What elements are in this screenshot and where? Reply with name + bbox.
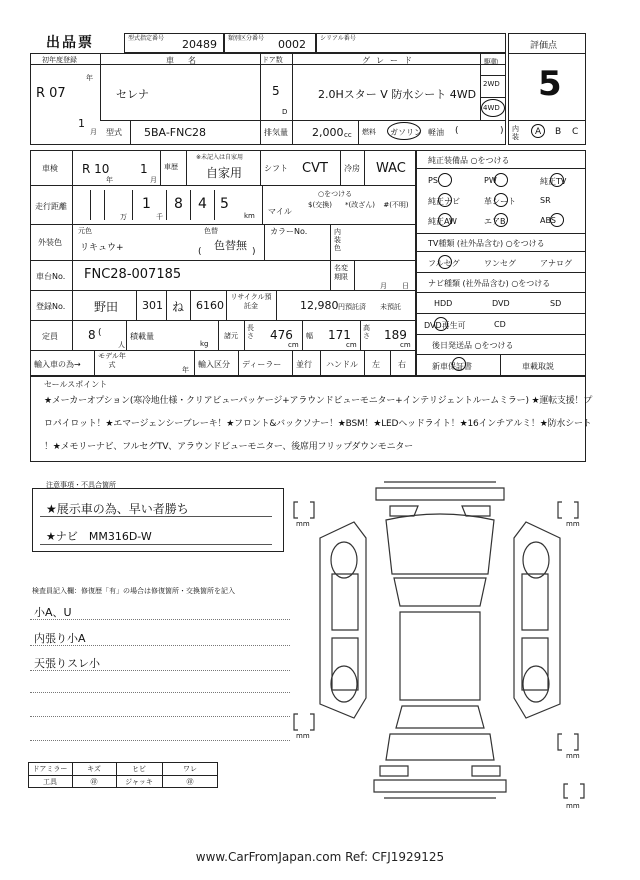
score-label: 評価点: [530, 41, 558, 51]
car-damage-diagram: [290, 478, 590, 808]
option-item: SD: [550, 299, 562, 308]
interior-option-a: A: [535, 127, 542, 137]
history-value: 自家用: [206, 166, 243, 180]
color-change-value: 色替無: [214, 239, 247, 252]
sheet-title: 出品票: [46, 35, 94, 51]
inspector-label: 検査員記入欄：修復歴「有」の場合は修復箇所・交換箇所を記入: [32, 587, 235, 595]
grade-label: グレード: [362, 56, 418, 65]
inspection-block: [30, 150, 416, 376]
mm-label-front-left: mm: [296, 520, 310, 528]
handle-left: 左: [372, 360, 380, 369]
mm-label-rear-right: mm: [566, 752, 580, 760]
shaken-month-unit: 月: [150, 176, 157, 184]
orig-color-value: リキュウ+: [80, 243, 124, 253]
load-label: 積載量: [130, 332, 154, 341]
length-unit: cm: [288, 341, 299, 349]
frame-label: 車台No.: [36, 272, 66, 281]
equipment-item: 革シート: [484, 197, 516, 206]
bottom-right-bracket: [560, 782, 590, 802]
legend-scratch: キズ: [87, 765, 101, 773]
handle-label: ハンドル: [326, 360, 358, 369]
option-item: CD: [494, 320, 506, 329]
plate-number: 6160: [196, 299, 224, 312]
mileage-sen-unit: 千: [156, 213, 163, 221]
score-value: 5: [538, 64, 562, 104]
history-note: ※未記入は自家用: [196, 154, 244, 161]
later-item-warranty: 新車保証書: [432, 362, 472, 371]
recycle-unit: 円: [338, 303, 345, 311]
legend-crack: ヒビ: [132, 765, 146, 773]
car-name-label: 車名: [166, 56, 210, 65]
equipment-circle-mark: [438, 173, 452, 187]
capacity-value: 8: [88, 328, 96, 342]
height-value: 189: [384, 328, 407, 342]
category-label: 類別区分番号: [228, 35, 265, 42]
recycle-label: リサイクル預託金: [230, 293, 272, 310]
width-value: 171: [328, 328, 351, 342]
option-item: アナログ: [540, 259, 572, 268]
later-header: 後日発送品 ○をつける: [432, 341, 514, 350]
inspector-line-1: 小A、U: [34, 606, 72, 619]
displacement-unit: cc: [344, 131, 352, 139]
equipment-item: SR: [540, 196, 551, 205]
mm-label-rear-left: mm: [296, 732, 310, 740]
length-label: 長さ: [247, 324, 254, 340]
notes-label: 注意事項・不具合箇所: [46, 481, 116, 489]
navi-header: ナビ種類 (社外品含む) ○をつける: [428, 279, 551, 288]
option-item: ワンセグ: [484, 259, 516, 268]
serial-label: シリアル番号: [320, 35, 356, 42]
option-item: DVD: [492, 299, 510, 308]
mm-label-bottom-right: mm: [566, 802, 580, 810]
length-value: 476: [270, 328, 293, 342]
drive-option-4wd: 4WD: [483, 104, 500, 112]
ac-label: 冷房: [344, 164, 360, 173]
mile-note: ○をつける: [318, 190, 353, 198]
type-designation-value: 20489: [182, 38, 217, 51]
option-item: DVD再生可: [424, 321, 466, 330]
history-label: 車歴: [164, 163, 178, 171]
shaken-year-unit: 年: [106, 176, 113, 184]
mileage-digit-3: 1: [142, 196, 151, 212]
tv-header: TV種類 (社外品含む) ○をつける: [428, 239, 545, 248]
equipment-circle-mark: [438, 213, 452, 227]
mm-label-front-right: mm: [566, 520, 580, 528]
height-unit: cm: [400, 341, 411, 349]
category-value: 0002: [278, 38, 306, 51]
legend-jack-stamp: ㊞: [186, 778, 194, 786]
recycle-value: 12,980: [300, 299, 339, 312]
option-item: HDD: [434, 299, 453, 308]
recycle-status-deposited: 預託済: [345, 303, 366, 311]
legend-jack: ジャッキ: [125, 778, 153, 786]
import-class-dealer: ディーラー: [242, 360, 282, 369]
first-reg-month: 1: [78, 117, 85, 130]
legend-tools-stamp: ㊞: [90, 778, 98, 786]
mileage-digit-5: 4: [198, 196, 207, 212]
option-circle-mark: [434, 317, 448, 331]
car-name-value: セレナ: [116, 88, 149, 101]
color-no-field: カラーNo.: [270, 227, 308, 236]
mile-option-unknown: #(不明): [383, 201, 409, 209]
model-year-label: モデル年式: [98, 352, 126, 369]
handle-right: 右: [398, 360, 406, 369]
first-reg-era: R 07: [36, 86, 66, 101]
fuel-option-gasoline: ガソリン: [390, 128, 422, 137]
plate-kana: ね: [172, 300, 185, 314]
equipment-header: 純正装備品 ○をつける: [428, 156, 510, 165]
name-change-day: 日: [402, 282, 409, 290]
drive-option-2wd: 2WD: [483, 80, 500, 88]
tint-label: 内装色: [334, 228, 341, 252]
equipment-item: 純正ナビ: [428, 197, 460, 206]
orig-color-label: 元色: [78, 227, 92, 235]
legend-tools: 工具: [43, 778, 57, 786]
interior-label: 内装: [512, 125, 519, 141]
fuel-option-diesel: 軽油: [428, 128, 444, 137]
mileage-digit-6: 5: [220, 196, 229, 212]
import-class-label: 輸入区分: [198, 360, 230, 369]
first-reg-label: 初年度登録: [42, 56, 77, 64]
import-label: 輸入車の為→: [34, 360, 81, 369]
mileage-label: 走行距離: [35, 202, 67, 211]
shaken-era: R 10: [82, 162, 110, 176]
mileage-man-unit: 万: [120, 213, 127, 221]
displacement-value: 2,000: [312, 126, 344, 139]
capacity-unit: 人: [118, 341, 125, 349]
width-label: 幅: [306, 332, 313, 340]
fuel-label: 燃料: [362, 128, 376, 136]
inspector-line-3: 天張りスレ小: [34, 657, 100, 670]
mileage-unit: km: [244, 212, 255, 220]
equipment-item: PW: [484, 176, 497, 185]
ac-value: WAC: [376, 161, 406, 176]
notes-line-2: ★ナビ MM316D-W: [46, 530, 152, 543]
legend-door-mirror: ドアミラー: [32, 765, 68, 773]
notes-line-1: ★展示車の為、早い者勝ち: [46, 502, 189, 516]
equipment-circle-mark: [438, 193, 452, 207]
size-prefix: 諸元: [224, 332, 238, 340]
plate-class: 301: [142, 299, 163, 312]
equipment-circle-mark: [494, 213, 508, 227]
height-label: 高さ: [363, 324, 370, 340]
equipment-circle-mark: [494, 193, 508, 207]
doors-label: ドア数: [262, 56, 283, 64]
shift-value: CVT: [302, 161, 328, 176]
drive-label: 駆動: [484, 58, 498, 66]
sales-line-2: ロパイロット！★エマージェンシーブレーキ！★フロント&バックソナー！★BSM！★LEDヘッドライト！★16インチアルミ！★防水シート: [44, 419, 592, 429]
displacement-label: 排気量: [264, 128, 288, 137]
model-label: 型式: [106, 128, 122, 137]
equipment-circle-mark: [494, 173, 508, 187]
name-change-label: 名変期限: [334, 264, 348, 281]
equipment-circle-mark: [550, 173, 564, 187]
mile-option-exchange: $(交換): [308, 201, 332, 209]
equipment-item: PS: [428, 176, 438, 185]
equipment-item: エアB: [484, 217, 506, 226]
later-item-manual: 車載取説: [522, 362, 554, 371]
color-change-label: 色替: [204, 227, 218, 235]
first-reg-month-unit: 月: [90, 128, 97, 136]
model-value: 5BA-FNC28: [144, 126, 207, 139]
interior-option-b: B: [555, 127, 562, 137]
sales-line-1: ★メーカーオプション(寒冷地仕様・クリアビューパッケージ+アラウンドビューモニター+インテリジェントルームミラー) ★運転支援！プ: [44, 396, 593, 406]
equipment-item: 純正AW: [428, 217, 457, 226]
import-class-parallel: 並行: [296, 360, 312, 369]
capacity-label: 定員: [42, 332, 58, 341]
shift-label: シフト: [264, 164, 288, 173]
option-item: フルセグ: [428, 259, 460, 268]
color-label: 外装色: [38, 238, 62, 247]
mileage-digit-4: 8: [174, 196, 183, 212]
shaken-month: 1: [140, 162, 148, 176]
model-year-unit: 年: [182, 366, 189, 374]
equipment-circle-mark: [550, 213, 564, 227]
inspector-line-2: 内張り小A: [34, 632, 86, 645]
frame-value: FNC28-007185: [84, 267, 182, 282]
mile-option-mile: マイル: [268, 207, 292, 216]
width-unit: cm: [346, 341, 357, 349]
grade-value: 2.0Hスター V 防水シート 4WD: [318, 88, 477, 101]
recycle-status-not: 未預託: [380, 303, 401, 311]
first-reg-year-unit: 年: [86, 74, 93, 82]
plate-label: 登録No.: [36, 302, 66, 311]
mile-option-tampered: *(改ざん): [345, 201, 375, 209]
equipment-item: 純正TV: [540, 177, 567, 186]
name-change-month: 月: [380, 282, 387, 290]
sales-line-3: ！★メモリーナビ、フルセグTV、アラウンドビューモニター、後席用フリップダウンモニター: [44, 442, 413, 452]
equipment-item: ABS: [540, 216, 556, 225]
type-designation-label: 型式指定番号: [128, 35, 165, 42]
interior-option-c: C: [572, 127, 579, 137]
legend-break: ワレ: [183, 765, 197, 773]
sales-label: セールスポイント: [44, 380, 108, 389]
option-circle-mark: [438, 255, 452, 269]
doors-value: 5: [272, 84, 280, 98]
plate-area: 野田: [94, 300, 119, 314]
load-unit: kg: [200, 340, 209, 348]
doors-sub: D: [282, 108, 288, 116]
footer-watermark: www.CarFromJapan.com Ref: CFJ1929125: [195, 850, 445, 864]
shaken-label: 車検: [42, 164, 58, 173]
